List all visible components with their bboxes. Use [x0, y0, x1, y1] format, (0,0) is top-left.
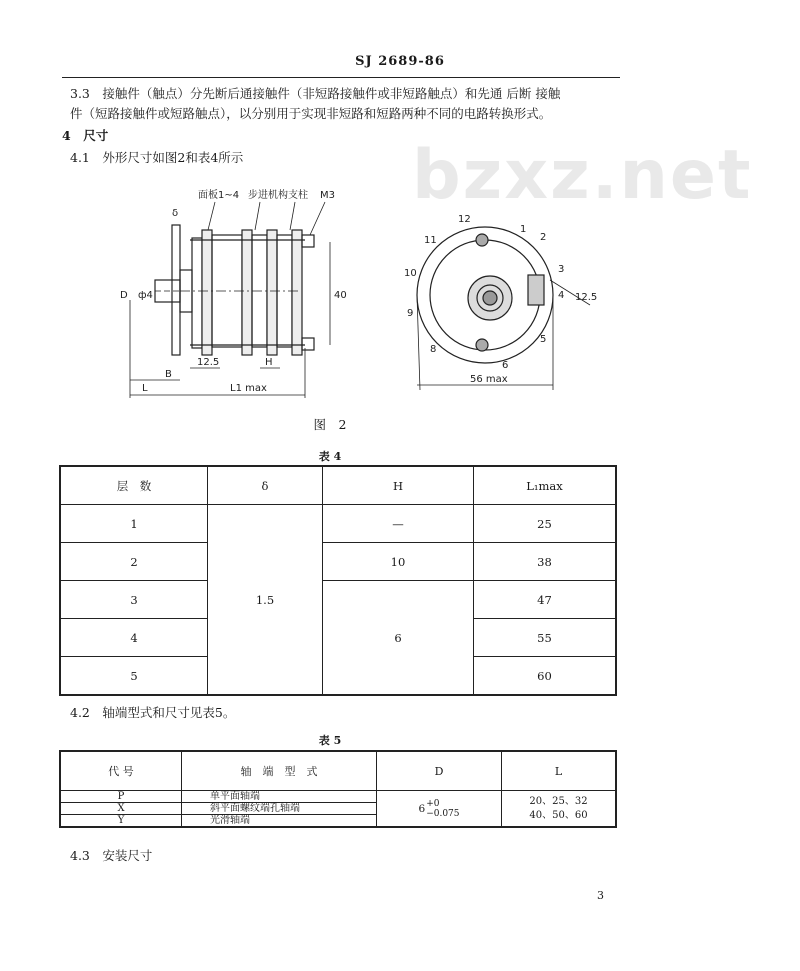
- table5-cell-code: P: [60, 791, 182, 803]
- watermark-text: bzxz.net: [412, 136, 753, 215]
- table4-header-row: [60, 466, 616, 505]
- label-L1: L1 max: [230, 383, 267, 394]
- table5-L-line1: 20、25、32: [529, 795, 588, 807]
- label-mechanism: 步进机构: [248, 190, 288, 201]
- label-n8: 8: [430, 344, 437, 355]
- table5-cell-code: X: [60, 803, 182, 815]
- label-dim-125: 12.5: [197, 357, 220, 368]
- table4-header-layers: 层 数: [60, 466, 208, 505]
- table-4: [59, 465, 617, 696]
- figure-2-drawing: [120, 180, 610, 410]
- label-n4: 4: [558, 290, 565, 301]
- label-n12b: 12.5: [575, 292, 598, 303]
- para-4-2: 4.2 轴端型式和尺寸见表5。: [70, 705, 236, 720]
- table4-cell-layer: 2: [60, 543, 208, 581]
- table5-cell-code: Y: [60, 815, 182, 828]
- table4-cell-L1max: 25: [474, 505, 617, 543]
- table-row: [60, 505, 616, 543]
- header-rule: [62, 77, 620, 78]
- table-row: [60, 791, 616, 803]
- table5-title: 表 5: [318, 734, 342, 747]
- section-4-heading: 4 尺寸: [62, 128, 109, 143]
- table5-header-code: 代 号: [60, 751, 182, 791]
- table4-cell-L1max: 60: [474, 657, 617, 696]
- table4-title: 表 4: [318, 450, 342, 463]
- table4-cell-layer: 3: [60, 581, 208, 619]
- table4-cell-layer: 4: [60, 619, 208, 657]
- label-D: D: [120, 290, 128, 301]
- label-n12: 12: [458, 214, 471, 225]
- table4-header-H: H: [323, 466, 474, 505]
- table4-cell-delta: 1.5: [208, 505, 323, 696]
- label-n1: 1: [520, 224, 527, 235]
- table4-cell-layer: 5: [60, 657, 208, 696]
- label-L: L: [142, 383, 148, 394]
- para-3-3-line1: 3.3 接触件（触点）分先断后通接触件（非短路接触件或非短路触点）和先通 后断 接触: [70, 86, 561, 101]
- table4-cell-L1max: 55: [474, 619, 617, 657]
- table5-cell-type: 光滑轴端: [182, 815, 377, 828]
- label-n11: 11: [424, 235, 437, 246]
- table4-header-L1max: L₁max: [474, 466, 617, 505]
- label-n9: 9: [407, 308, 414, 319]
- table4-cell-L1max: 47: [474, 581, 617, 619]
- table5-header-type: 轴 端 型 式: [182, 751, 377, 791]
- table5-D-lower: −0.075: [426, 808, 460, 819]
- figure-caption: 图 2: [313, 417, 347, 432]
- figure-2: [120, 180, 610, 410]
- panel-1: [192, 238, 202, 348]
- panel-3: [267, 230, 277, 355]
- panel-4: [292, 230, 302, 355]
- label-width: 56 max: [470, 374, 508, 385]
- para-4-3: 4.3 安装尺寸: [70, 848, 153, 863]
- table5-cell-type: 斜平面螺纹端孔轴端: [182, 803, 377, 815]
- table5-cell-L: [502, 791, 617, 828]
- label-panel: 面板1~4: [198, 190, 240, 201]
- table4-cell-H: —: [323, 505, 474, 543]
- label-B: B: [165, 369, 172, 380]
- table4-cell-layer: 1: [60, 505, 208, 543]
- label-screw: M3: [320, 190, 335, 201]
- table-row: [60, 543, 616, 581]
- table4-header-delta: δ: [208, 466, 323, 505]
- label-dim-40: 40: [334, 290, 347, 301]
- table5-cell-type: 单平面轴端: [182, 791, 377, 803]
- label-n6: 6: [502, 360, 509, 371]
- table-row: [60, 581, 616, 619]
- table5-D-upper: +0: [426, 798, 440, 809]
- panel-2: [242, 230, 252, 355]
- label-n2: 2: [540, 232, 547, 243]
- label-delta: δ: [172, 208, 179, 219]
- document-header: SJ 2689-86: [355, 54, 445, 69]
- table4-cell-L1max: 38: [474, 543, 617, 581]
- table4-cell-H: 6: [323, 581, 474, 696]
- label-bracket: 支柱: [288, 190, 308, 201]
- para-4-1: 4.1 外形尺寸如图2和表4所示: [70, 150, 244, 165]
- table5-L-line2: 40、50、60: [529, 809, 588, 821]
- page-number: 3: [597, 889, 604, 902]
- table5-header-D: D: [377, 751, 502, 791]
- front-plate: [172, 225, 180, 355]
- table-5: [59, 750, 617, 828]
- label-H: H: [265, 357, 273, 368]
- table5-header-L: L: [502, 751, 617, 791]
- label-phi: ф4: [138, 290, 153, 301]
- para-3-3-line2: 件（短路接触件或短路触点），以分别用于实现非短路和短路两种不同的电路转换形式。: [70, 106, 552, 121]
- table4-cell-H: 10: [323, 543, 474, 581]
- label-n5: 5: [540, 334, 547, 345]
- label-n3: 3: [558, 264, 565, 275]
- label-n10: 10: [404, 268, 417, 279]
- table5-cell-D: [377, 791, 502, 828]
- table5-D-main: 6: [418, 802, 426, 815]
- table5-header-row: [60, 751, 616, 791]
